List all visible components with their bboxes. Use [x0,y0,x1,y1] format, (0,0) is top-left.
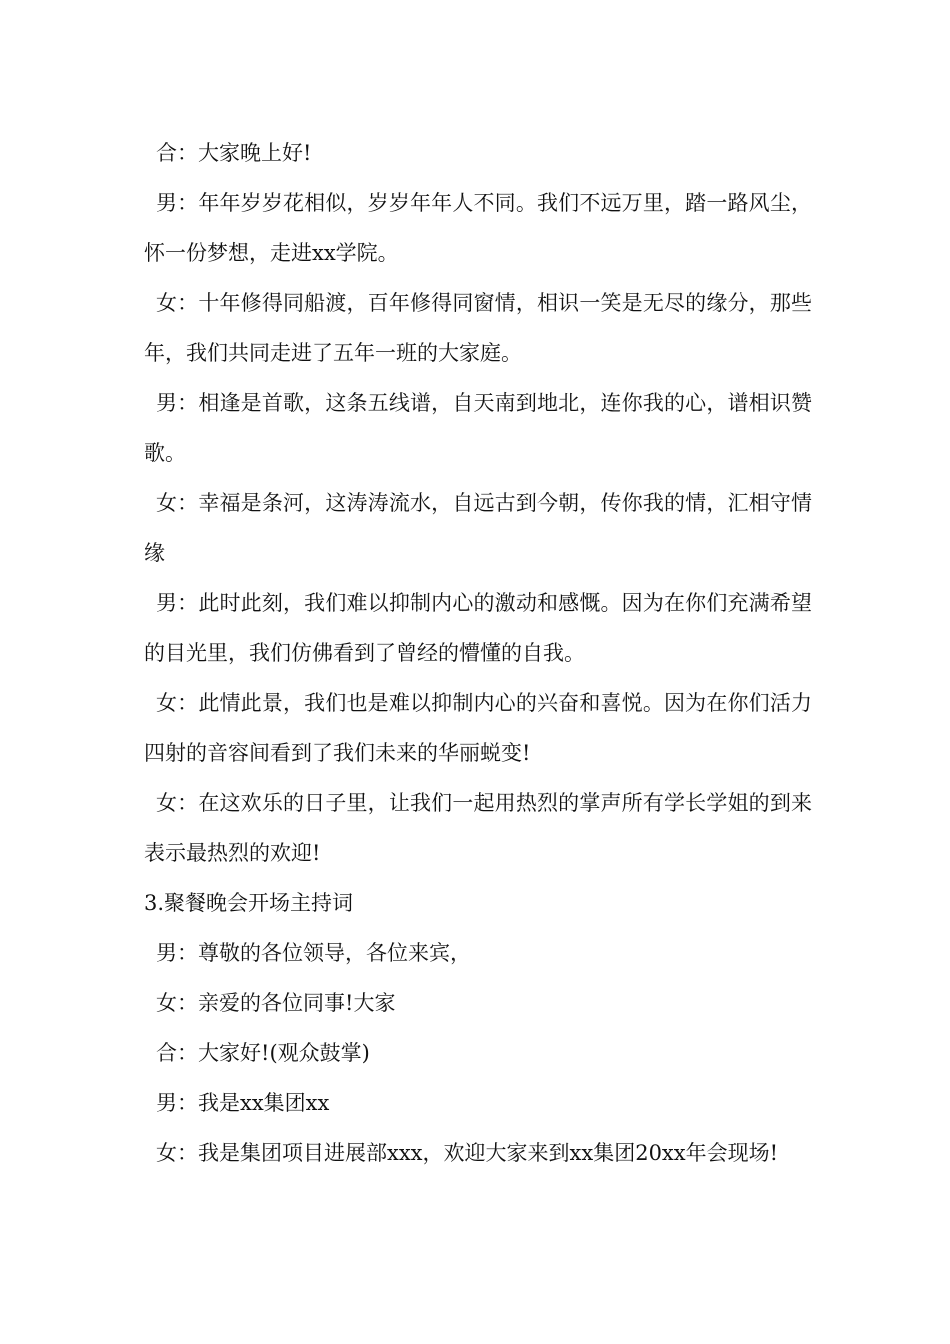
paragraph-female-3: 女：此情此景，我们也是难以抑制内心的兴奋和喜悦。因为在你们活力四射的音容间看到了我们未来的华丽蜕变! [144,691,812,765]
paragraph-greeting-together: 合：大家晚上好! [156,141,312,165]
paragraph-male-3: 男：此时此刻，我们难以抑制内心的激动和感慨。因为在你们充满希望的目光里，我们仿佛看到了曾经的懵懂的自我。 [144,591,812,665]
paragraph-female-2: 女：幸福是条河，这涛涛流水，自远古到今朝，传你我的情，汇相守情缘 [144,491,812,565]
section-heading: 3.聚餐晚会开场主持词 [144,891,354,915]
paragraph-together-2: 合：大家好!(观众鼓掌) [156,1041,370,1065]
paragraph-female-6: 女：我是集团项目进展部xxx，欢迎大家来到xx集团20xx年会现场! [156,1141,779,1165]
paragraph-female-1: 女：十年修得同船渡，百年修得同窗情，相识一笑是无尽的缘分，那些年，我们共同走进了五年一班的大家庭。 [144,291,812,365]
paragraph-female-5: 女：亲爱的各位同事!大家 [156,991,396,1015]
paragraph-male-5: 男：我是xx集团xx [156,1091,330,1115]
paragraph-male-4: 男：尊敬的各位领导，各位来宾， [156,941,471,965]
paragraph-female-4: 女：在这欢乐的日子里，让我们一起用热烈的掌声所有学长学姐的到来表示最热烈的欢迎! [144,791,812,865]
document-body [144,128,812,1178]
paragraph-male-2: 男：相逢是首歌，这条五线谱，自天南到地北，连你我的心，谱相识赞歌。 [144,391,812,465]
paragraph-male-1: 男：年年岁岁花相似，岁岁年年人不同。我们不远万里，踏一路风尘，怀一份梦想，走进xx学院。 [144,191,812,265]
